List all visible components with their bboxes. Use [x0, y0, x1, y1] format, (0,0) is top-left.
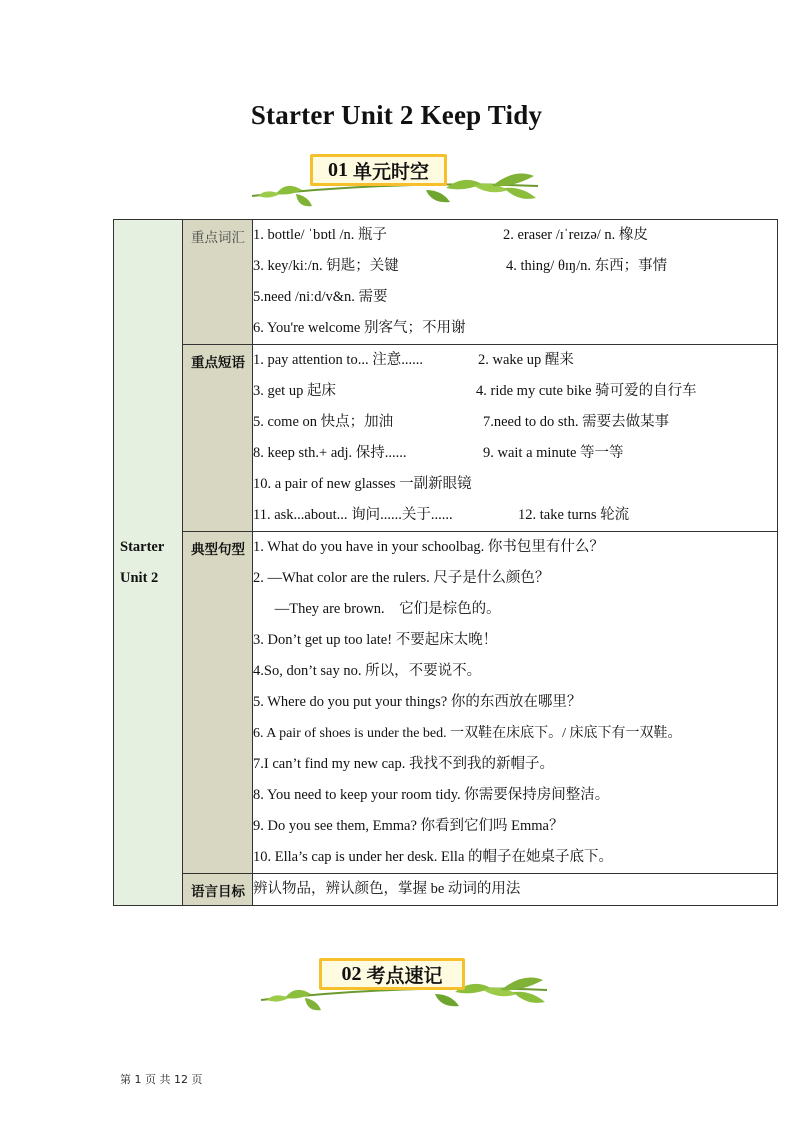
table-row	[114, 874, 778, 906]
phrase-item: 12. take turns 轮流	[518, 507, 630, 523]
sentence-item: 1. What do you have in your schoolbag. 你书包里有什么？	[253, 539, 604, 555]
vocab-item: 3. key/kiː/n. 钥匙；关键	[253, 258, 399, 274]
sentence-item: 4.So, don’t say no. 所以，不要说不。	[253, 663, 482, 679]
section-number: 01	[327, 158, 348, 181]
vocab-item: 6. You're welcome 别客气；不用谢	[253, 320, 466, 336]
phrase-item: 5. come on 快点；加油	[253, 414, 394, 430]
phrases-cell	[253, 345, 778, 532]
category-cell-vocab	[183, 220, 253, 345]
unit-cell	[114, 220, 183, 906]
vocab-item: 2. eraser /ɪˈreɪzə/ n. 橡皮	[503, 227, 648, 243]
category-label: 典型句型	[191, 542, 245, 558]
section-title: 单元时空	[352, 160, 429, 183]
vocab-item: 4. thing/ θɪŋ/n. 东西；事情	[506, 258, 668, 274]
section-number: 02	[341, 962, 362, 985]
sentence-item: 2. —What color are the rulers. 尺子是什么颜色？	[253, 570, 550, 586]
sentence-item: 6. A pair of shoes is under the bed. 一双鞋在床底下。/ 床底下有一双鞋。	[253, 726, 682, 741]
section-badge-label	[319, 958, 465, 990]
table-row	[114, 220, 778, 345]
category-cell-goals	[183, 874, 253, 906]
section-badge-key-points	[255, 954, 555, 1024]
vocab-item: 5.need /niːd/v&n. 需要	[253, 289, 388, 305]
sentence-item: 3. Don’t get up too late! 不要起床太晚！	[253, 632, 498, 648]
list-item	[253, 251, 777, 282]
sentences-cell	[253, 532, 778, 874]
phrase-item: 11. ask...about... 询问......关于......	[253, 507, 453, 523]
list-item	[253, 376, 777, 407]
phrase-item: 7.need to do sth. 需要去做某事	[483, 414, 670, 430]
table-row	[114, 345, 778, 532]
table-row	[114, 532, 778, 874]
list-item	[253, 282, 777, 313]
phrase-item: 1. pay attention to... 注意......	[253, 352, 423, 368]
list-item	[253, 407, 777, 438]
list-item	[253, 313, 777, 344]
list-item	[253, 500, 777, 531]
sentence-item: 7.I can’t find my new cap. 我找不到我的新帽子。	[253, 756, 554, 772]
phrase-item: 2. wake up 醒来	[478, 352, 574, 368]
vocab-cell	[253, 220, 778, 345]
section-badge-label	[310, 154, 447, 186]
list-item	[253, 220, 777, 251]
phrase-item: 4. ride my cute bike 骑可爱的自行车	[476, 383, 697, 399]
sentence-item: 8. You need to keep your room tidy. 你需要保持房间整洁。	[253, 787, 610, 803]
page-footer: 第 1 页 共 12 页	[120, 1073, 203, 1086]
phrase-item: 9. wait a minute 等一等	[483, 445, 624, 461]
section-badge-unit-overview	[246, 150, 546, 220]
category-label: 重点短语	[191, 355, 245, 371]
category-cell-sentences	[183, 532, 253, 874]
sentence-item: 9. Do you see them, Emma? 你看到它们吗 Emma？	[253, 818, 564, 834]
goal-text: 辨认物品，辨认颜色，掌握 be 动词的用法	[253, 881, 521, 897]
list-item	[253, 345, 777, 376]
list-item	[253, 438, 777, 469]
phrase-item: 10. a pair of new glasses 一副新眼镜	[253, 476, 472, 492]
unit-summary-table	[113, 219, 778, 906]
phrase-item: 8. keep sth.+ adj. 保持......	[253, 445, 407, 461]
phrase-item: 3. get up 起床	[253, 383, 336, 399]
sentence-item: 5. Where do you put your things? 你的东西放在哪里？	[253, 694, 582, 710]
page-title: Starter Unit 2 Keep Tidy	[250, 100, 543, 130]
list-item	[253, 469, 777, 500]
sentence-item: —They are brown. 它们是棕色的。	[253, 601, 501, 617]
goals-cell	[253, 874, 778, 906]
category-label: 语言目标	[191, 884, 245, 900]
sentence-item: 10. Ella’s cap is under her desk. Ella 的帽子在她桌子底下。	[253, 849, 614, 865]
unit-label-line1: Starter	[120, 538, 165, 555]
vocab-item: 1. bottle/ ˈbɒtl /n. 瓶子	[253, 227, 388, 243]
category-label: 重点词汇	[191, 230, 245, 246]
section-title: 考点速记	[366, 964, 443, 987]
unit-label-line2: Unit 2	[120, 569, 159, 586]
category-cell-phrases	[183, 345, 253, 532]
